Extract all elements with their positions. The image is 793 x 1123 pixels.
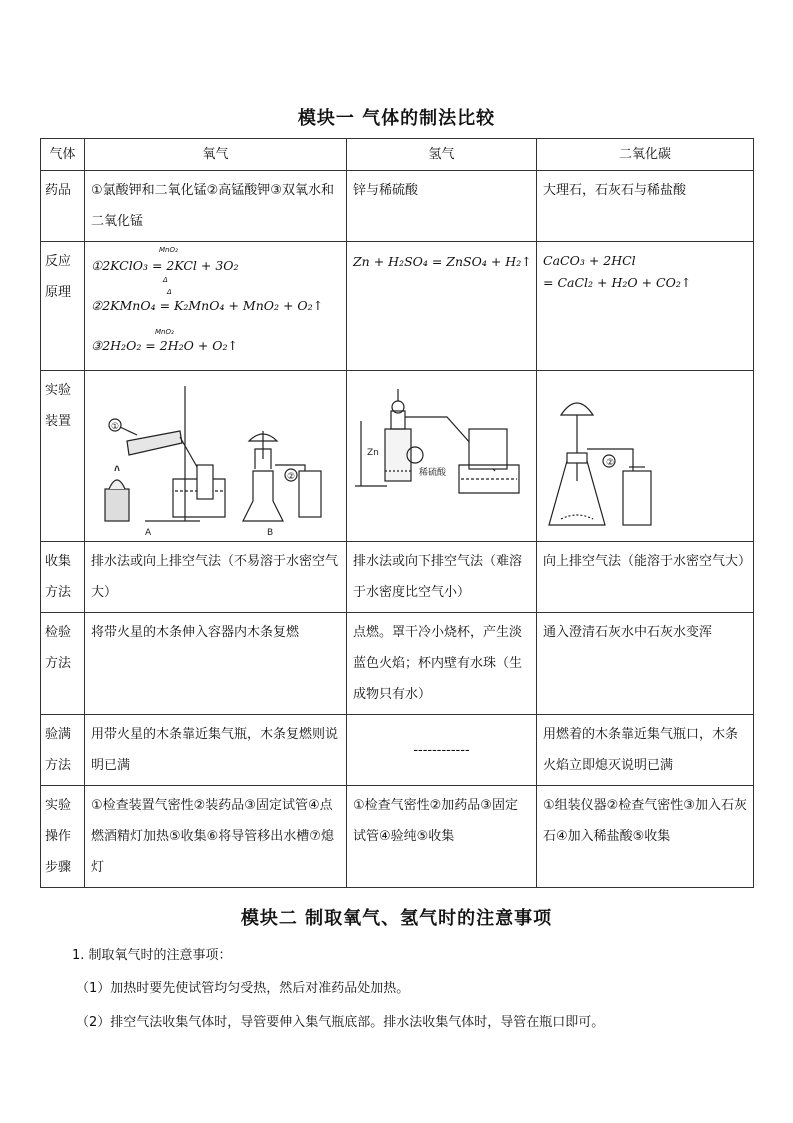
row-apparatus bbox=[41, 371, 754, 542]
row-full bbox=[41, 715, 754, 786]
h2-steps: ①检查气密性②加药品③固定试管④验纯⑤收集 bbox=[347, 786, 537, 888]
o2-equation-3: ③2H₂O₂ = 2H₂O + O₂↑ bbox=[91, 338, 239, 353]
o2-app-label-b: B bbox=[267, 528, 274, 538]
header-co2: 二氧化碳 bbox=[537, 139, 754, 171]
header-gas: 气体 bbox=[41, 139, 85, 171]
row-collect bbox=[41, 542, 754, 613]
o2-equation-1: ①2KClO₃ = 2KCl + 3O₂ bbox=[91, 258, 239, 273]
o2-eq3-catalyst: MnO₂ bbox=[155, 328, 174, 336]
o2-steps: ①检查装置气密性②装药品③固定试管④点燃酒精灯加热⑤收集⑥将导管移出水槽⑦熄灯 bbox=[85, 786, 347, 888]
co2-apparatus-diagram bbox=[537, 371, 754, 541]
o2-principle bbox=[85, 242, 347, 371]
o2-collect: 排水法或向上排空气法（不易溶于水密空气大） bbox=[85, 542, 347, 613]
label-test: 检验方法 bbox=[41, 613, 85, 715]
co2-principle bbox=[537, 242, 754, 371]
h2-apparatus bbox=[347, 371, 537, 542]
table-header-row bbox=[41, 139, 754, 171]
h2-equation: Zn + H₂SO₄ = ZnSO₄ + H₂↑ bbox=[353, 254, 532, 269]
label-principle: 反应原理 bbox=[41, 242, 85, 371]
co2-drugs: 大理石，石灰石与稀盐酸 bbox=[537, 171, 754, 242]
o2-eq1-catalyst: MnO₂ bbox=[159, 246, 178, 254]
row-drugs bbox=[41, 171, 754, 242]
row-principle bbox=[41, 242, 754, 371]
gas-comparison-table bbox=[40, 138, 754, 888]
h2-principle bbox=[347, 242, 537, 371]
h2-full: ------------ bbox=[347, 715, 537, 786]
o2-eq2-heat: Δ bbox=[167, 288, 172, 296]
module2-title: 模块二 制取氧气、氢气时的注意事项 bbox=[240, 908, 553, 929]
label-apparatus: 实验装置 bbox=[41, 371, 85, 542]
co2-apparatus bbox=[537, 371, 754, 542]
o2-apparatus bbox=[85, 371, 347, 542]
co2-app-label-2: ② bbox=[606, 458, 615, 468]
row-steps bbox=[41, 786, 754, 888]
o2-app-label-1: ① bbox=[111, 422, 120, 432]
label-drugs: 药品 bbox=[41, 171, 85, 242]
co2-test: 通入澄清石灰水中石灰水变浑 bbox=[537, 613, 754, 715]
hydrogen-apparatus-diagram bbox=[347, 371, 537, 541]
co2-collect: 向上排空气法（能溶于水密空气大） bbox=[537, 542, 754, 613]
o2-test: 将带火星的木条伸入容器内木条复燃 bbox=[85, 613, 347, 715]
label-collect: 收集方法 bbox=[41, 542, 85, 613]
row-test bbox=[41, 613, 754, 715]
o2-drugs: ①氯酸钾和二氧化锰②高锰酸钾③双氧水和二氧化锰 bbox=[85, 171, 347, 242]
note-item-1: 1. 制取氧气时的注意事项： bbox=[72, 948, 232, 963]
label-full: 验满方法 bbox=[41, 715, 85, 786]
o2-app-label-a: A bbox=[145, 528, 152, 538]
o2-app-label-2: ② bbox=[287, 472, 296, 482]
o2-eq1-heat: Δ bbox=[163, 276, 168, 284]
h2-app-label-acid: 稀硫酸 bbox=[419, 468, 447, 478]
co2-equation-line2: = CaCl₂ + H₂O + CO₂↑ bbox=[543, 275, 692, 290]
module1-title: 模块一 气体的制法比较 bbox=[297, 108, 496, 129]
oxygen-apparatus-diagram bbox=[85, 371, 347, 541]
co2-full: 用燃着的木条靠近集气瓶口，木条火焰立即熄灭说明已满 bbox=[537, 715, 754, 786]
header-oxygen: 氧气 bbox=[85, 139, 347, 171]
h2-collect: 排水法或向下排空气法（难溶于水密度比空气小） bbox=[347, 542, 537, 613]
o2-full: 用带火星的木条靠近集气瓶，木条复燃则说明已满 bbox=[85, 715, 347, 786]
note-item-1-1: （1）加热时要先使试管均匀受热，然后对准药品处加热。 bbox=[76, 981, 410, 996]
note-item-1-2: （2）排空气法收集气体时，导管要伸入集气瓶底部。排水法收集气体时，导管在瓶口即可。 bbox=[76, 1015, 605, 1030]
o2-equation-2: ②2KMnO₄ = K₂MnO₄ + MnO₂ + O₂↑ bbox=[91, 298, 324, 313]
co2-equation-line1: CaCO₃ + 2HCl bbox=[543, 253, 636, 268]
header-hydrogen: 氢气 bbox=[347, 139, 537, 171]
co2-steps: ①组装仪器②检查气密性③加入石灰石④加入稀盐酸⑤收集 bbox=[537, 786, 754, 888]
h2-drugs: 锌与稀硫酸 bbox=[347, 171, 537, 242]
h2-app-label-zn: Zn bbox=[367, 448, 379, 458]
h2-test: 点燃。罩干冷小烧杯，产生淡蓝色火焰；杯内壁有水珠（生成物只有水） bbox=[347, 613, 537, 715]
label-steps: 实验操作步骤 bbox=[41, 786, 85, 888]
